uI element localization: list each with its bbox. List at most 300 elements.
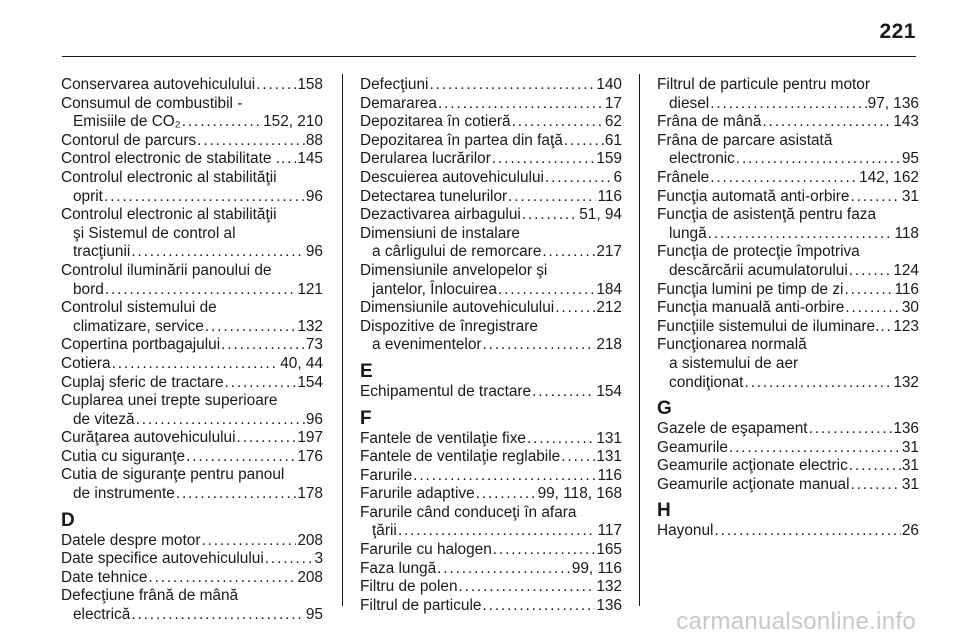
index-entry	[360, 76, 622, 95]
entry-line	[657, 243, 919, 262]
leader-dots	[736, 150, 901, 169]
entry-text: Filtrul de particule pentru motor	[657, 76, 870, 93]
entry-text: Funcţia manuală anti-orbire	[657, 299, 845, 317]
page-reference: 121	[297, 280, 323, 298]
entry-line	[360, 522, 622, 541]
page-reference: 154	[596, 382, 622, 400]
entry-text: Consumul de combustibil -	[61, 94, 243, 112]
entry-line	[360, 76, 622, 95]
leader-dots	[398, 522, 597, 541]
index-entry	[657, 299, 919, 318]
entry-text: Copertina portbagajului	[61, 336, 221, 354]
entry-text: Dispozitive de înregistrare	[360, 317, 538, 335]
entry-line	[61, 318, 323, 337]
page-reference: 73	[305, 336, 323, 354]
entry-text: Filtrul de particule	[360, 596, 482, 614]
entry-line	[61, 95, 323, 114]
leader-dots	[561, 448, 595, 467]
index-entry	[61, 299, 323, 336]
entry-line	[360, 448, 622, 467]
entry-line	[360, 169, 622, 188]
page-reference: 132	[596, 578, 622, 596]
entry-text: de instrumente	[73, 485, 175, 503]
index-column-2	[360, 76, 622, 615]
page-reference: 31	[901, 438, 919, 456]
page-reference: 218	[596, 336, 622, 354]
index-entry	[61, 150, 323, 169]
column-divider	[639, 74, 640, 606]
page-reference: 96	[305, 187, 323, 205]
leader-dots	[493, 541, 596, 560]
section-letter: F	[360, 407, 372, 429]
entry-text: Fantele de ventilaţie fixe	[360, 429, 526, 447]
entry-text: Geamurile acţionate electric	[657, 457, 848, 475]
entry-line	[360, 225, 622, 244]
entry-text: Defecţiuni	[360, 76, 429, 93]
leader-dots	[498, 281, 595, 300]
entry-text: Conservarea autovehiculului	[61, 76, 256, 93]
entry-line	[657, 188, 919, 207]
page-reference: 178	[297, 485, 323, 503]
leader-dots	[225, 374, 297, 393]
index-entry	[360, 485, 622, 504]
section-letter: G	[657, 398, 672, 420]
page-reference: 62	[604, 113, 622, 131]
entry-line	[657, 476, 919, 495]
page-reference: 116	[894, 280, 919, 298]
entry-line	[360, 336, 622, 355]
entry-line	[360, 188, 622, 207]
entry-line	[657, 150, 919, 169]
leader-dots	[710, 169, 858, 188]
entry-text: Datele despre motor	[61, 531, 201, 549]
leader-dots	[186, 448, 296, 467]
entry-line	[61, 243, 323, 262]
entry-line	[657, 169, 919, 188]
page-reference: 184	[596, 280, 622, 298]
page-reference: 159	[596, 150, 622, 168]
entry-line	[657, 439, 919, 458]
entry-line	[61, 150, 323, 169]
entry-text: electronic	[669, 150, 735, 168]
index-entry	[360, 448, 622, 467]
leader-dots	[237, 429, 297, 448]
entry-text: Derularea lucrărilor	[360, 150, 491, 168]
leader-dots	[851, 476, 901, 495]
page-reference: 123	[893, 317, 919, 335]
entry-text: Gazele de eşapament	[657, 420, 808, 438]
entry-text: Fantele de ventilaţie reglabile	[360, 448, 561, 466]
leader-dots	[482, 597, 595, 616]
leader-dots	[131, 243, 305, 262]
page-reference: 30	[901, 299, 919, 317]
entry-line	[360, 597, 622, 616]
page-reference: 26	[901, 522, 919, 540]
entry-text: Frâna de mână	[657, 113, 762, 131]
entry-line	[61, 550, 323, 569]
leader-dots	[492, 150, 595, 169]
entry-line	[360, 262, 622, 281]
entry-text: Farurile cu halogen	[360, 541, 492, 559]
entry-text: Detectarea tunelurilor	[360, 187, 508, 205]
index-entry	[360, 150, 622, 169]
leader-dots	[483, 336, 596, 355]
page-reference: 17	[604, 94, 622, 112]
entry-line	[61, 448, 323, 467]
page-reference: 132	[893, 373, 919, 391]
index-entry	[360, 467, 622, 486]
index-entry	[61, 392, 323, 429]
entry-text: a evenimentelor	[372, 336, 482, 354]
entry-line	[61, 587, 323, 606]
page-reference: 140	[596, 76, 622, 93]
index-entry	[657, 281, 919, 300]
index-column-1	[61, 76, 323, 625]
entry-text: Cuplarea unei trepte superioare	[61, 392, 278, 410]
page-reference: 99, 116	[571, 559, 622, 577]
entry-text: Curăţarea autovehiculului	[61, 429, 236, 447]
entry-text: de viteză	[73, 410, 135, 428]
entry-text: Farurile	[360, 466, 413, 484]
entry-line	[360, 132, 622, 151]
index-entry	[657, 169, 919, 188]
entry-text: electrică	[73, 606, 131, 624]
leader-dots	[256, 76, 296, 95]
page-reference: 154	[297, 373, 323, 391]
entry-text: Geamurile	[657, 438, 728, 456]
entry-text: Cotiera	[61, 354, 111, 372]
entry-line	[657, 457, 919, 476]
entry-text: tracţiunii	[73, 243, 131, 261]
leader-dots	[708, 225, 894, 244]
entry-line	[61, 411, 323, 430]
leader-dots	[265, 550, 314, 569]
entry-text: Dimensiunile autovehiculului	[360, 299, 555, 317]
index-entry	[360, 560, 622, 579]
entry-text: Depozitarea în partea din faţă	[360, 131, 563, 149]
entry-text: Emisiile de CO₂	[73, 113, 181, 131]
page-reference: 158	[297, 76, 323, 93]
entry-line	[360, 206, 622, 225]
page-reference: 51, 94	[579, 206, 622, 224]
index-entry	[360, 188, 622, 207]
leader-dots	[762, 113, 892, 132]
page-reference: 136	[893, 420, 919, 438]
entry-text: Cutia de siguranţe pentru panoul	[61, 466, 285, 484]
leader-dots	[532, 383, 595, 402]
entry-text: Date specifice autovehiculului	[61, 550, 264, 568]
entry-text: Filtru de polen	[360, 578, 458, 596]
page-reference: 95	[901, 150, 919, 168]
page-reference: 97, 136	[867, 94, 919, 112]
entry-text: Faza lungă	[360, 559, 437, 577]
entry-line	[61, 532, 323, 551]
page-reference: 212	[596, 299, 622, 317]
leader-dots	[542, 243, 595, 262]
leader-dots	[564, 132, 604, 151]
page-reference: 145	[297, 150, 323, 168]
entry-line	[657, 95, 919, 114]
entry-text: Funcţia automată anti-orbire	[657, 187, 850, 205]
page-reference: 116	[597, 466, 622, 484]
entry-text: Controlul electronic al stabilităţii	[61, 168, 277, 186]
page-reference: 176	[297, 447, 323, 465]
entry-text: şi Sistemul de control al	[73, 224, 236, 242]
index-entry	[360, 95, 622, 114]
page-reference: 61	[604, 131, 622, 149]
index-entry	[61, 429, 323, 448]
page-number: 221	[879, 20, 916, 43]
leader-dots	[476, 485, 537, 504]
leader-dots	[197, 132, 305, 151]
entry-text: Funcţia de protecţie împotriva	[657, 243, 860, 261]
entry-line	[61, 169, 323, 188]
entry-line	[360, 560, 622, 579]
entry-text: condiţionat	[669, 373, 744, 391]
page-reference: 208	[297, 568, 323, 586]
page-reference: 143	[893, 113, 919, 131]
entry-line	[657, 225, 919, 244]
index-entry	[360, 430, 622, 449]
index-column-3	[657, 76, 919, 541]
entry-text: a cârligului de remorcare	[372, 243, 542, 261]
index-entry	[360, 225, 622, 262]
entry-line	[61, 374, 323, 393]
entry-line	[61, 262, 323, 281]
column-divider	[342, 74, 343, 606]
header-rule	[62, 56, 916, 57]
entry-text: a sistemului de aer	[669, 354, 799, 372]
entry-line	[360, 541, 622, 560]
entry-text: Dimensiunile anvelopelor şi	[360, 261, 548, 279]
entry-line	[657, 76, 919, 95]
leader-dots	[281, 150, 296, 169]
entry-text: Dimensiuni de instalare	[360, 224, 520, 242]
index-entry	[360, 206, 622, 225]
leader-dots	[105, 281, 297, 300]
page-reference: 3	[314, 550, 323, 568]
index-entry	[657, 243, 919, 280]
page-reference: 208	[297, 531, 323, 549]
index-entry	[657, 76, 919, 113]
entry-line	[360, 467, 622, 486]
entry-text: Cuplaj sferic de tractare	[61, 373, 224, 391]
entry-text: climatizare, service	[73, 317, 204, 335]
leader-dots	[136, 411, 305, 430]
page-reference: 88	[305, 131, 323, 149]
page-reference: 116	[597, 187, 622, 205]
section-letter: D	[61, 509, 75, 531]
entry-text: Cutia cu siguranţe	[61, 447, 186, 465]
leader-dots	[555, 299, 595, 318]
entry-text: Farurile adaptive	[360, 485, 475, 503]
leader-dots	[714, 522, 900, 541]
entry-text: Farurile când conduceţi în afara	[360, 503, 577, 521]
entry-line	[61, 392, 323, 411]
entry-line	[657, 299, 919, 318]
leader-dots	[176, 485, 297, 504]
index-entry	[360, 541, 622, 560]
index-entry	[360, 113, 622, 132]
entry-line	[657, 113, 919, 132]
index-entry	[657, 132, 919, 169]
section-letter: H	[657, 500, 671, 522]
index-entry	[61, 76, 323, 95]
page-reference: 136	[596, 596, 622, 614]
leader-dots	[437, 560, 571, 579]
entry-text: descărcării acumulatorului	[669, 261, 848, 279]
index-entry	[657, 336, 919, 392]
entry-text: Controlul iluminării panoului de	[61, 261, 272, 279]
leader-dots	[545, 169, 612, 188]
index-entry	[61, 355, 323, 374]
entry-text: Dezactivarea airbagului	[360, 206, 521, 224]
index-entry	[61, 374, 323, 393]
entry-line	[657, 262, 919, 281]
index-entry	[360, 318, 622, 355]
leader-dots	[512, 113, 604, 132]
entry-line	[61, 225, 323, 244]
page-reference: 31	[901, 475, 919, 493]
leader-dots	[429, 76, 595, 95]
page-reference: 131	[596, 448, 622, 466]
index-entry	[360, 578, 622, 597]
entry-text: Hayonul	[657, 522, 714, 540]
leader-dots	[710, 95, 866, 114]
entry-line	[61, 606, 323, 625]
entry-line	[61, 429, 323, 448]
index-entry	[61, 569, 323, 588]
index-entry	[61, 336, 323, 355]
entry-line	[360, 318, 622, 337]
entry-text: diesel	[669, 94, 710, 112]
leader-dots	[744, 374, 892, 393]
entry-line	[360, 485, 622, 504]
index-entry	[360, 504, 622, 541]
index-entry	[657, 476, 919, 495]
index-entry	[360, 132, 622, 151]
index-entry	[61, 262, 323, 299]
entry-line	[360, 504, 622, 523]
entry-line	[61, 206, 323, 225]
entry-text: oprit	[73, 187, 103, 205]
index-entry	[61, 532, 323, 551]
index-entry	[61, 466, 323, 503]
index-entry	[61, 587, 323, 624]
leader-dots	[148, 569, 296, 588]
entry-text: Frânele	[657, 168, 710, 186]
entry-line	[657, 420, 919, 439]
leader-dots	[459, 578, 596, 597]
page-reference: 31	[901, 187, 919, 205]
entry-line	[61, 299, 323, 318]
entry-line	[61, 336, 323, 355]
page-reference: 31	[901, 457, 919, 475]
page-reference: 217	[596, 243, 622, 261]
leader-dots	[849, 262, 893, 281]
entry-text: Demararea	[360, 94, 437, 112]
entry-line	[360, 243, 622, 262]
entry-line	[360, 299, 622, 318]
entry-line	[61, 113, 323, 132]
leader-dots	[729, 439, 901, 458]
entry-line	[360, 150, 622, 169]
leader-dots	[438, 95, 604, 114]
page-reference: 40, 44	[280, 354, 323, 372]
leader-dots	[809, 420, 893, 439]
page-reference: 6	[613, 168, 622, 186]
entry-line	[657, 132, 919, 151]
entry-text: Descuierea autovehiculului	[360, 168, 544, 186]
page-reference: 124	[893, 261, 919, 279]
index-entry	[61, 132, 323, 151]
page-reference: 197	[297, 429, 323, 447]
index-entry	[360, 597, 622, 616]
index-entry	[657, 188, 919, 207]
leader-dots	[201, 532, 296, 551]
entry-line	[61, 188, 323, 207]
entry-line	[657, 281, 919, 300]
watermark: carmanualsonline.info	[676, 608, 916, 635]
entry-text: Funcţiile sistemului de iluminare.	[657, 317, 880, 335]
index-entry	[61, 550, 323, 569]
entry-line	[61, 569, 323, 588]
entry-line	[61, 355, 323, 374]
leader-dots	[221, 336, 305, 355]
entry-line	[360, 430, 622, 449]
leader-dots	[104, 188, 305, 207]
index-entry	[61, 169, 323, 206]
page-reference: 152, 210	[263, 113, 323, 131]
entry-line	[657, 355, 919, 374]
page-reference: 131	[596, 429, 622, 447]
index-entry	[657, 113, 919, 132]
leader-dots	[527, 430, 595, 449]
entry-text: jantelor, Înlocuirea	[372, 280, 497, 298]
entry-text: Defecţiune frână de mână	[61, 587, 239, 605]
entry-text: Date tehnice	[61, 568, 148, 586]
index-entry	[360, 169, 622, 188]
leader-dots	[131, 606, 305, 625]
index-entry	[360, 299, 622, 318]
entry-text: Echipamentul de tractare	[360, 382, 532, 400]
index-entry	[360, 383, 622, 402]
leader-dots	[844, 281, 893, 300]
entry-text: bord	[73, 280, 104, 298]
page-reference: 142, 162	[859, 168, 919, 186]
entry-line	[657, 336, 919, 355]
entry-line	[61, 132, 323, 151]
entry-line	[657, 374, 919, 393]
entry-text: ţării	[372, 522, 397, 540]
entry-text: Funcţia de asistenţă pentru faza	[657, 206, 877, 224]
index-entry	[657, 457, 919, 476]
entry-text: Depozitarea în cotieră	[360, 113, 511, 131]
leader-dots	[182, 113, 262, 132]
entry-line	[360, 578, 622, 597]
leader-dots	[413, 467, 596, 486]
index-entry	[657, 420, 919, 439]
entry-line	[360, 95, 622, 114]
index-entry	[61, 95, 323, 132]
leader-dots	[112, 355, 280, 374]
page-reference: 96	[305, 243, 323, 261]
leader-dots	[850, 188, 900, 207]
leader-dots	[845, 299, 901, 318]
index-entry	[657, 206, 919, 243]
index-entry	[657, 439, 919, 458]
entry-text: Control electronic de stabilitate .	[61, 150, 281, 168]
